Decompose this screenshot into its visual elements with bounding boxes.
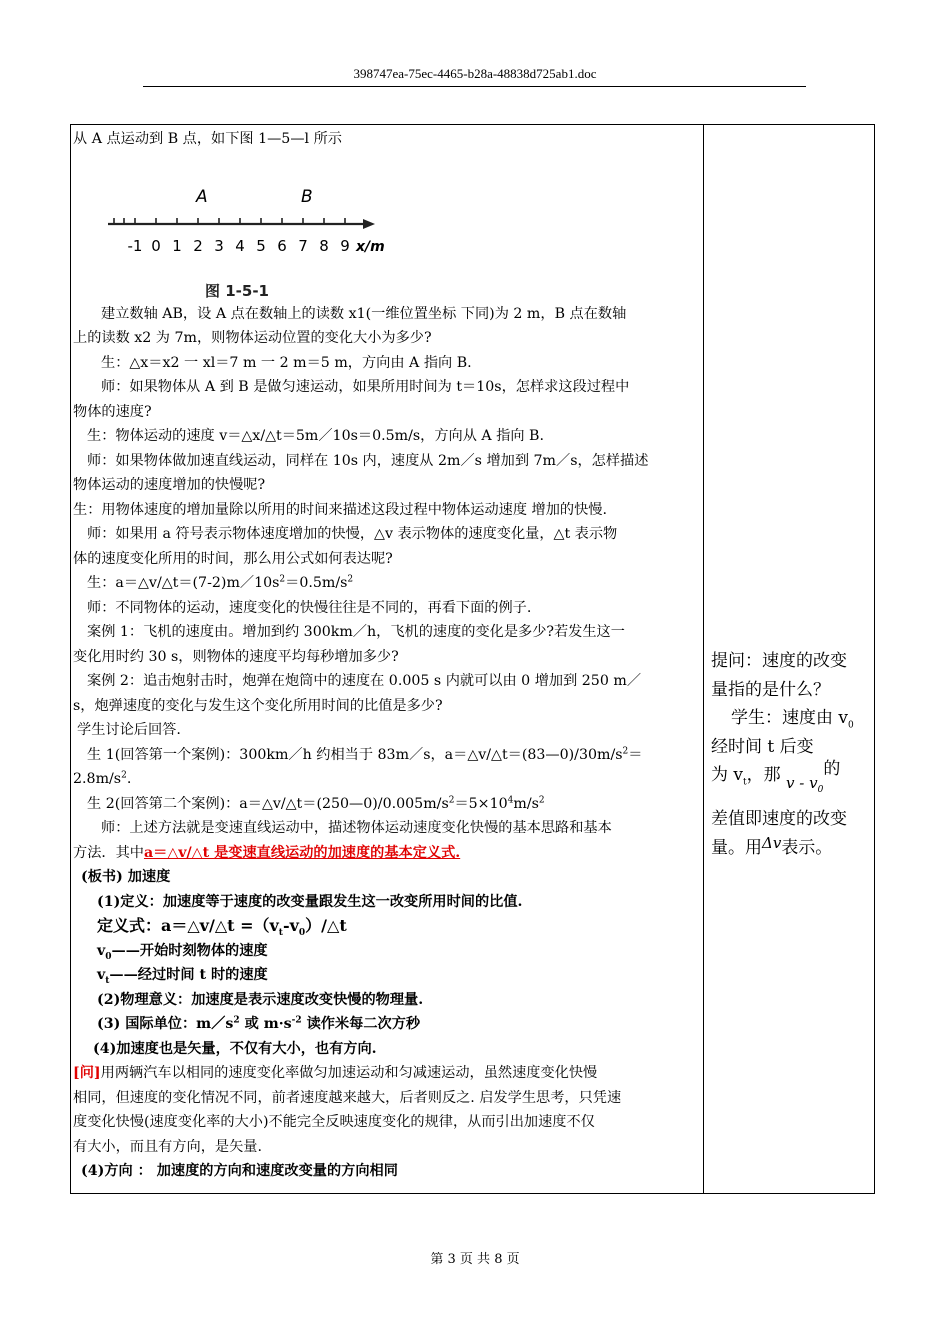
question-line4: 有大小，而且有方向，是矢量. — [73, 1138, 262, 1155]
definition-highlight: a＝△v/△t 是变速直线运动的加速度的基本定义式. — [143, 844, 461, 861]
tick-label: 9 — [340, 236, 350, 255]
intro-text: 从 A 点运动到 B 点，如下图 1—5—l 所示 — [73, 131, 342, 147]
p5-line2: 物体运动的速度增加的快慢呢? — [73, 477, 266, 493]
question-tag: [问] — [73, 1065, 101, 1081]
document-filename: 398747ea-75ec-4465-b28a-48838d725ab1.doc — [353, 66, 597, 81]
tick-label: -1 — [127, 236, 143, 255]
number-line-svg — [73, 152, 699, 302]
side-line6: 差值即速度的改变 — [711, 809, 847, 829]
figure-caption: 图 1-5-1 — [205, 281, 269, 300]
p4: 生：物体运动的速度 v＝△x/△t＝5m／10s＝0.5m/s，方向从 A 指向 B. — [87, 428, 544, 444]
p11-line2: s，炮弹速度的变化与发生这个变化所用时间的比值是多少? — [73, 697, 443, 714]
header-rule — [143, 86, 806, 87]
side-line1: 提问：速度的改变 — [711, 651, 847, 671]
p5-line1: 师：如果物体做加速直线运动，同样在 10s 内，速度从 2m／s 增加到 7m／s，怎样描述 — [87, 452, 649, 469]
p13-line1: 生 1(回答第一个案例)：300km／h 约相当于 83m／s，$a=\triangle v/\triangle t=(83—0)/30m/s^2=$ — [87, 745, 643, 763]
question-line1: [问]用两辆汽车以相同的速度变化率做匀加速运动和匀减速运动，虽然速度变化快慢 — [73, 1065, 598, 1081]
definition-3: (3) 国际单位：$m/s^2$ 或 $m\cdot s^{-2}$ 读作米每二次方秒 — [97, 1015, 421, 1032]
p1-line1: 建立数轴 AB，设 A 点在数轴上的读数 x1(一维位置坐标 下同)为 2 m，B 点在数轴 — [101, 305, 627, 322]
direction-definition: (4)方向 ： 加速度的方向和速度改变量的方向相同 — [81, 1163, 398, 1179]
question-line2: 相同，但速度的变化情况不同，前者速度越来越大，后者则反之. 启发学生思考，只凭速 — [73, 1089, 622, 1106]
p9: 师：不同物体的运动，速度变化的快慢往往是不同的，再看下面的例子. — [87, 599, 532, 616]
tick-label: 7 — [298, 236, 308, 255]
main-column — [73, 127, 699, 1184]
tick-label: 4 — [235, 236, 245, 255]
definition-2: (2)物理意义：加速度是表示速度改变快慢的物理量. — [97, 991, 424, 1008]
p15-line2: 方法．其中a＝△v/△t 是变速直线运动的加速度的基本定义式. — [73, 844, 461, 861]
lesson-table — [70, 124, 875, 1194]
tick-label: 8 — [319, 236, 329, 255]
p7-line2: 体的速度变化所用的时间，那么用公式如何表达呢? — [73, 550, 393, 567]
column-divider — [703, 125, 704, 1193]
tick-label: 2 — [193, 236, 203, 255]
side-line7: 量。用Δv表示。 — [711, 833, 833, 858]
side-line4: 经时间 t 后变 — [711, 736, 814, 757]
p11-line1: 案例 2：追击炮射击时，炮弹在炮筒中的速度在 0.005 s 内就可以由 0 增加到 250 m／ — [87, 673, 642, 689]
p10-line1: 案例 1：飞机的速度由。增加到约 300km／h，飞机的速度的变化是多少?若发生这一 — [87, 624, 625, 640]
label-a: A — [196, 186, 208, 207]
side-line2: 量指的是什么？ — [711, 679, 830, 700]
vt-definition: $v_t——$经过时间 t 时的速度 — [97, 967, 268, 986]
v0-definition: $v_0——$开始时刻物体的速度 — [97, 942, 268, 962]
p3-line1: 师：如果物体从 A 到 B 是做匀速运动，如果所用时间为 t＝10s，怎样求这段过程中 — [101, 379, 630, 395]
definition-formula: 定义式：a＝△v/△t $=(v_t-v_0)/\triangle t$ — [97, 916, 347, 939]
p14: 生 2(回答第二个案例)：$a=\triangle v/\triangle t=(250—0)/0.005m/s^2=5\times 10^4m/s^2$ — [87, 794, 545, 812]
tick-label: 6 — [277, 236, 287, 255]
definition-1: (1)定义：加速度等于速度的改变量跟发生这一改变所用时间的比值. — [97, 893, 523, 910]
axis-tick-labels — [128, 237, 350, 255]
p6: 生：用物体速度的增加量除以所用的时间来描述这段过程中物体运动速度 增加的快慢. — [73, 501, 607, 518]
p7-line1: 师：如果用 a 符号表示物体速度增加的快慢，△v 表示物体的速度变化量，△t 表示物 — [87, 526, 618, 542]
p3-line2: 物体的速度? — [73, 403, 152, 420]
label-b: B — [301, 186, 313, 207]
p2: 生：△x＝x2 一 xl＝7 m 一 2 m＝5 m，方向由 A 指向 B. — [101, 354, 472, 371]
p10-line2: 变化用时约 30 s，则物体的速度平均每秒增加多少? — [73, 648, 399, 665]
axis-label: x/m — [356, 238, 385, 255]
delta-v-symbol: Δv — [762, 833, 782, 852]
axis-arrow — [363, 219, 375, 229]
p1-line2: 上的读数 x2 为 7m，则物体运动位置的变化大小为多少? — [73, 330, 432, 346]
tick-label: 3 — [214, 236, 224, 255]
definition-4: (4)加速度也是矢量，不仅有大小，也有方向. — [93, 1040, 377, 1057]
tick-label: 0 — [151, 236, 161, 255]
p15-line1: 师：上述方法就是变速直线运动中，描述物体运动速度变化快慢的基本思路和基本 — [101, 820, 612, 836]
board-title: (板书) 加速度 — [81, 869, 171, 885]
side-line3: 学生：速度由 $v_0$ — [731, 708, 854, 731]
number-line-figure — [73, 152, 699, 302]
velocity-difference-formula: v - $v_0$ — [786, 774, 824, 795]
side-line5: 为 $v_t$，那 v - $v_0$的 — [711, 759, 841, 795]
p13-line2: $2.8m/s^2$. — [73, 770, 132, 787]
page-number: 第 3 页 共 8 页 — [430, 1252, 520, 1267]
p12: 学生讨论后回答. — [77, 722, 181, 738]
question-line3: 度变化快慢(速度变化率的大小)不能完全反映速度变化的规律，从而引出加速度不仅 — [73, 1114, 595, 1130]
tick-label: 1 — [172, 236, 182, 255]
side-notes-column — [711, 647, 871, 862]
p8: 生：$a=\triangle v/\triangle t=(7-2)m/10s^2=0.5m/s^2$ — [87, 574, 354, 591]
tick-label: 5 — [256, 236, 266, 255]
